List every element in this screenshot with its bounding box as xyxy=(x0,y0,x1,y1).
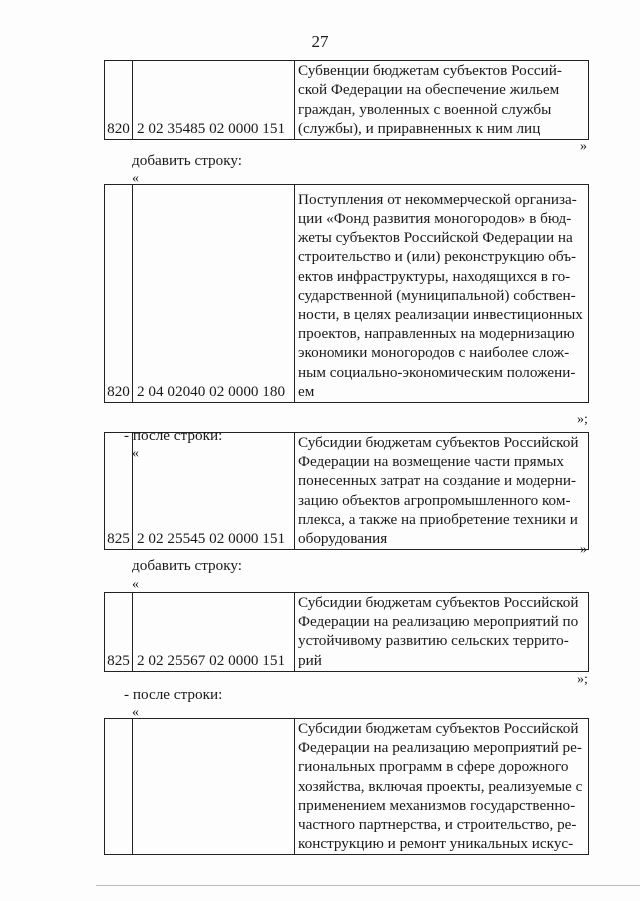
closing-quote: »; xyxy=(577,412,588,427)
description-line: частного партнерства, и строительство, ре- xyxy=(298,816,577,834)
admin-code-cell: 820 xyxy=(105,185,133,403)
description-line: (службы), и приравненных к ним лиц xyxy=(298,119,541,137)
kbk-code-cell: 2 04 02040 02 0000 180 xyxy=(133,185,295,403)
description-line: Поступления от некоммерческой организа- xyxy=(298,190,577,208)
instruction-text: - после строки: xyxy=(124,427,223,444)
admin-code-cell: 825 xyxy=(105,593,133,672)
description-line: Субвенции бюджетам субъектов Россий- xyxy=(298,62,562,80)
description-line: хозяйства, включая проекты, реализуемые с xyxy=(298,777,583,795)
table-row xyxy=(105,185,589,403)
budget-row-table xyxy=(104,432,589,550)
kbk-code-cell: 2 02 35485 02 0000 151 xyxy=(133,61,295,140)
admin-code-cell: 825 xyxy=(105,433,133,550)
description-line: ным социально-экономическим положени- xyxy=(298,363,576,381)
description-line: Субсидии бюджетам субъектов Российской xyxy=(298,594,579,611)
description-line: ектов инфраструктуры, находящихся в го- xyxy=(298,267,571,285)
description-line: ции «Фонд развития моногородов» в бюд- xyxy=(298,209,572,227)
description-line: устойчивому развитию сельских террито- xyxy=(298,632,569,650)
description-line: Субсидии бюджетам субъектов Российской xyxy=(298,720,579,737)
budget-row-table xyxy=(104,592,589,672)
instruction-text: добавить строку: xyxy=(132,557,242,574)
table-row xyxy=(105,433,589,550)
kbk-code-cell: 2 02 25545 02 0000 151 xyxy=(133,433,295,550)
table-row xyxy=(105,593,589,672)
closing-quote: » xyxy=(580,139,587,154)
description-line: строительство и (или) реконструкцию объ- xyxy=(298,248,577,266)
description-line: конструкцию и ремонт уникальных искус- xyxy=(298,835,574,853)
admin-code-cell: 820 xyxy=(105,61,133,140)
budget-row-table xyxy=(104,60,589,140)
instruction-text: добавить строку: xyxy=(132,152,242,169)
description-line: Федерации на реализацию мероприятий по xyxy=(298,613,579,631)
opening-quote: « xyxy=(132,577,139,592)
page-number: 27 xyxy=(311,32,329,51)
description-line: экономики моногородов с наиболее слож- xyxy=(298,344,570,362)
instruction-text: - после строки: xyxy=(124,686,223,703)
kbk-code-cell xyxy=(133,719,295,855)
description-cell xyxy=(295,185,589,403)
description-cell xyxy=(295,433,589,550)
page-bottom-edge xyxy=(96,885,640,886)
description-line: ности, в целях реализации инвестиционных xyxy=(298,305,583,323)
kbk-code-cell: 2 02 25567 02 0000 151 xyxy=(133,593,295,672)
description-line: граждан, уволенных с военной службы xyxy=(298,100,552,118)
budget-row-table xyxy=(104,718,589,855)
description-line: гиональных программ в сфере дорожного xyxy=(298,758,569,776)
closing-quote: »; xyxy=(577,672,588,687)
closing-quote: » xyxy=(580,542,587,557)
description-line: понесенных затрат на создание и модерни- xyxy=(298,472,577,490)
description-line: плекса, а также на приобретение техники и xyxy=(298,510,578,528)
description-line: сударственной (муниципальной) собствен- xyxy=(298,286,576,304)
description-line: ской Федерации на обеспечение жильем xyxy=(298,81,560,99)
table-row xyxy=(105,61,589,140)
description-line: оборудования xyxy=(298,530,388,548)
description-cell xyxy=(295,593,589,672)
description-line: Субсидии бюджетам субъектов Российской xyxy=(298,434,579,451)
description-line: Федерации на возмещение части прямых xyxy=(298,453,565,471)
admin-code-cell xyxy=(105,719,133,855)
description-line: жеты субъектов Российской Федерации на xyxy=(298,229,573,247)
description-cell xyxy=(295,61,589,140)
description-cell xyxy=(295,719,589,855)
description-line: применением механизмов государственно- xyxy=(298,796,576,814)
description-line: проектов, направленных на модернизацию xyxy=(298,325,575,343)
opening-quote: « xyxy=(132,171,139,186)
budget-row-table xyxy=(104,184,589,403)
table-row xyxy=(105,719,589,855)
description-line: Федерации на реализацию мероприятий ре- xyxy=(298,739,582,757)
description-line: зацию объектов агропромышленного ком- xyxy=(298,491,571,509)
opening-quote: « xyxy=(132,446,139,461)
description-line: рий xyxy=(298,651,322,669)
description-line: ем xyxy=(298,382,315,400)
opening-quote: « xyxy=(132,705,139,720)
